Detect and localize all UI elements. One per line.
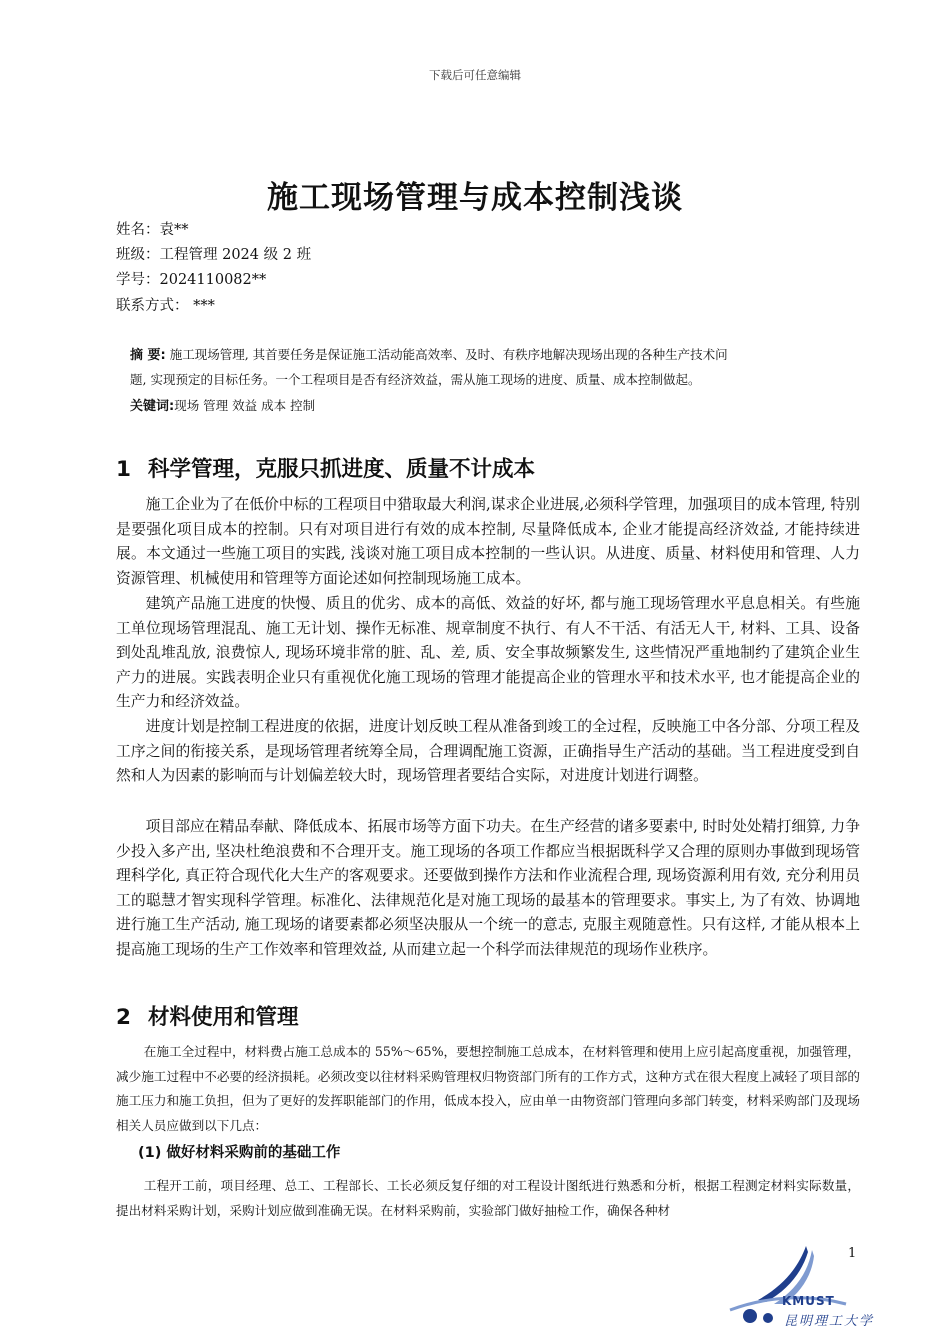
keywords-label: 关键词: xyxy=(130,399,175,414)
contact-info: 联系方式： *** xyxy=(116,298,215,314)
section-2-paragraph: 在施工全过程中，材料费占施工总成本的 55%～65%，要想控制施工总成本，在材料管理和使用上应引起高度重视，加强管理，减少施工过程中不必要的经济损耗。必须改变以往材料采购管理权归物资部门所有的工作方式，这种方式在很大程度上减轻了项目部的施工压力和施工负担，但为了更好的发挥职能部门的作用，低成本投入，应由单一由物资部门管理向多部门转变，材料采购部门及现场相关人员应做到以下几点： xyxy=(116,1044,860,1133)
section-1-number: 1 xyxy=(116,457,131,482)
subsection-1-heading: (1) 做好材料采购前的基础工作 xyxy=(138,1145,341,1161)
keywords: 现场 管理 效益 成本 控制 xyxy=(174,398,316,413)
section-1-heading xyxy=(116,452,535,483)
section-1-paragraph-1: 施工企业为了在低价中标的工程项目中猎取最大利润,谋求企业进展,必须科学管理，加强项目的成本管理, 特别是要强化项目成本的控制。只有对项目进行有效的成本控制, 尽量降低成本, 企业才能提高经济效益, 才能持续进展。本文通过一些施工项目的实践, 浅谈对施工项目成本控制的一些认识。从进度、质量、材料使用和管理、人力资源管理、机械使用和管理等方面论述如何控制现场施工成本。 xyxy=(116,496,860,587)
section-1-paragraph-4: 项目部应在精品奉献、降低成本、拓展市场等方面下功夫。在生产经营的诸多要素中, 时时处处精打细算, 力争少投入多产出, 坚决杜绝浪费和不合理开支。施工现场的各项工作都应当根据既科学又合理的原则办事做到现场管理科学化, 真正符合现代化大生产的客观要求。还要做到操作方法和作业流程合理, 现场资源利用有效, 充分利用员工的聪慧才智实现科学管理。标准化、法律规范化是对施工现场的最基本的管理要求。事实上, 为了有效、协调地进行施工生产活动, 施工现场的诸要素都必须坚决服从一个统一的意志, 克服主观随意性。只有这样, 才能从根本上提高施工现场的生产工作效率和管理效益, 从而建立起一个科学而法律规范的现场作业秩序。 xyxy=(116,818,860,958)
page-number: 1 xyxy=(848,1246,857,1261)
abstract xyxy=(130,343,830,419)
section-2-heading xyxy=(116,1000,299,1031)
header-note: 下载后可任意编辑 xyxy=(429,68,521,82)
section-1-paragraph-2: 建筑产品施工进度的快慢、质且的优劣、成本的高低、效益的好坏, 都与施工现场管理水平息息相关。有些施工单位现场管理混乱、施工无计划、操作无标准、规章制度不执行、有人不干活、有活无人干, 材料、工具、设备到处乱堆乱放, 浪费惊人, 现场环境非常的脏、乱、差, 质、安全事故频繁发生, 这些情况严重地制约了建筑企业生产力的进展。实践表明企业只有重视优化施工现场的管理才能提高企业的管理水平和技术水平, 也才能提高企业的生产力和经济效益。 xyxy=(116,595,860,710)
abstract-line-1 xyxy=(130,343,830,368)
section-2-number: 2 xyxy=(116,1005,131,1030)
logo-subtext: 昆明理工大学 xyxy=(784,1314,875,1329)
abstract-text-1: 施工现场管理, 其首要任务是保证施工活动能高效率、及时、有秩序地解决现场出现的各种生产技术问 xyxy=(165,347,728,362)
author-name: 姓名：袁** xyxy=(116,222,189,238)
document-title: 施工现场管理与成本控制浅谈 xyxy=(267,180,683,216)
logo-text: KMUST xyxy=(782,1294,835,1308)
abstract-label: 摘 要: xyxy=(130,348,166,363)
student-id: 学号：2024110082** xyxy=(116,272,267,288)
keywords-line xyxy=(130,394,830,419)
section-1-title: 科学管理，克服只抓进度、质量不计成本 xyxy=(148,457,536,482)
section-2-title: 材料使用和管理 xyxy=(148,1005,299,1030)
university-logo xyxy=(728,1238,878,1338)
section-1-paragraph-3: 进度计划是控制工程进度的依据，进度计划反映工程从准备到竣工的全过程，反映施工中各分部、分项工程及工序之间的衔接关系，是现场管理者统筹全局，合理调配施工资源，正确指导生产活动的基础。当工程进度受到自然和人为因素的影响而与计划偏差较大时，现场管理者要结合实际，对进度计划进行调整。 xyxy=(116,718,860,784)
abstract-line-2: 题, 实现预定的目标任务。一个工程项目是否有经济效益，需从施工现场的进度、质量、成本控制做起。 xyxy=(130,372,701,387)
author-class: 班级：工程管理 2024 级 2 班 xyxy=(116,247,312,263)
subsection-1-paragraph: 工程开工前，项目经理、总工、工程部长、工长必须反复仔细的对工程设计图纸进行熟悉和分析，根据工程测定材料实际数量，提出材料采购计划，采购计划应做到准确无误。在材料采购前，实验部门做好抽检工作，确保各种材 xyxy=(116,1178,860,1218)
